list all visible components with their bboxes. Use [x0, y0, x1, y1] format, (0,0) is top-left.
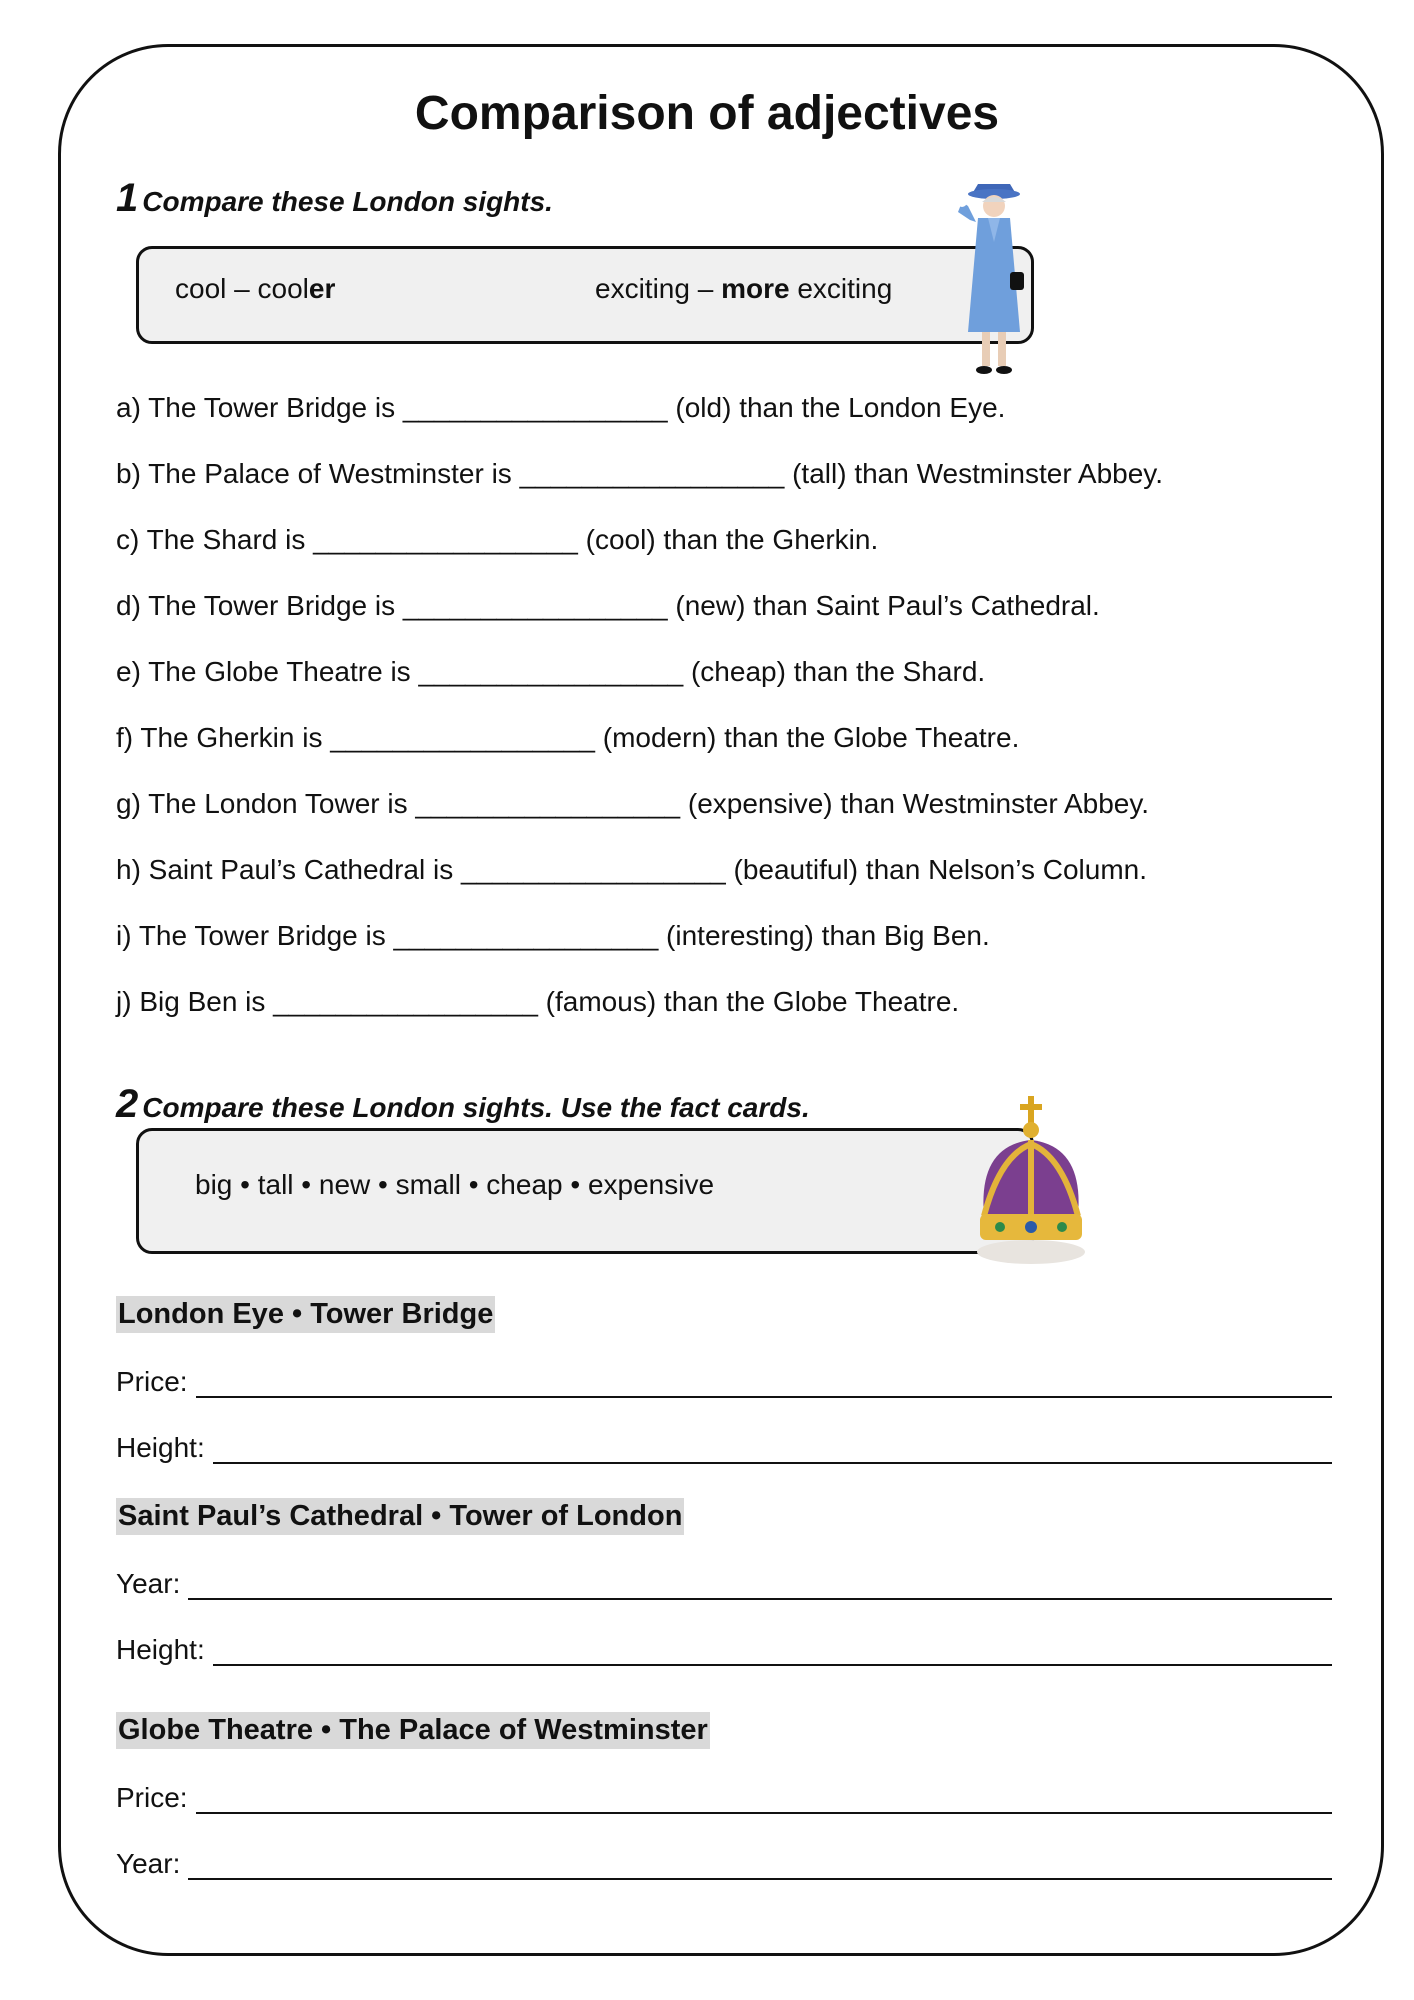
answer-line[interactable] — [196, 1370, 1332, 1398]
item-text-start: f) The Gherkin is — [116, 722, 331, 753]
answer-blank[interactable]: _________________ — [393, 920, 659, 951]
answer-row — [116, 1432, 1332, 1464]
item-text-end: (interesting) than Big Ben. — [658, 920, 990, 951]
crown-illustration — [970, 1096, 1092, 1272]
example-long-adjective: exciting — [789, 273, 893, 304]
answer-blank[interactable]: _________________ — [402, 590, 668, 621]
word-box — [136, 1128, 1034, 1254]
answer-row — [116, 1848, 1332, 1880]
exercise-1-instruction: Compare these London sights. — [142, 186, 553, 217]
exercise-1-item — [116, 392, 1005, 424]
item-text-start: h) Saint Paul’s Cathedral is — [116, 854, 461, 885]
answer-line[interactable] — [188, 1852, 1332, 1880]
exercise-1-item — [116, 458, 1163, 490]
example-regular-base: cool – cool — [175, 273, 309, 304]
fact-card-title: London Eye • Tower Bridge — [116, 1296, 495, 1333]
item-text-start: b) The Palace of Westminster is — [116, 458, 520, 489]
queen-illustration — [948, 172, 1040, 376]
answer-row — [116, 1782, 1332, 1814]
answer-blank[interactable]: _________________ — [415, 788, 681, 819]
answer-line[interactable] — [213, 1436, 1332, 1464]
item-text-start: c) The Shard is — [116, 524, 314, 555]
answer-label: Price: — [116, 1366, 188, 1397]
example-regular-suffix: er — [308, 273, 336, 304]
exercise-1-heading — [116, 176, 553, 221]
example-long-base: exciting – — [595, 273, 722, 304]
exercise-1-item — [116, 854, 1147, 886]
answer-label: Height: — [116, 1432, 205, 1463]
item-text-end: (new) than Saint Paul’s Cathedral. — [667, 590, 1100, 621]
page-title: Comparison of adjectives — [414, 87, 1000, 140]
fact-card-title: Globe Theatre • The Palace of Westminster — [116, 1712, 710, 1749]
answer-blank[interactable]: _________________ — [313, 524, 578, 555]
example-long — [595, 273, 892, 305]
exercise-1-item — [116, 590, 1100, 622]
item-text-start: i) The Tower Bridge is — [116, 920, 394, 951]
item-text-end: (old) than the London Eye. — [667, 392, 1006, 423]
exercise-1-number: 1 — [116, 176, 139, 220]
answer-label: Year: — [116, 1568, 181, 1599]
answer-label: Height: — [116, 1634, 205, 1665]
exercise-1-item — [116, 722, 1019, 754]
item-text-end: (modern) than the Globe Theatre. — [594, 722, 1020, 753]
example-long-more: more — [721, 273, 790, 304]
example-box — [136, 246, 1034, 344]
answer-line[interactable] — [188, 1572, 1332, 1600]
item-text-end: (cheap) than the Shard. — [683, 656, 986, 687]
item-text-end: (beautiful) than Nelson’s Column. — [725, 854, 1147, 885]
item-text-start: j) Big Ben is — [116, 986, 274, 1017]
answer-line[interactable] — [213, 1638, 1332, 1666]
example-regular — [175, 273, 335, 305]
answer-blank[interactable]: _________________ — [519, 458, 785, 489]
item-text-end: (tall) than Westminster Abbey. — [784, 458, 1163, 489]
exercise-2-heading — [116, 1082, 810, 1127]
item-text-start: e) The Globe Theatre is — [116, 656, 419, 687]
exercise-1-item — [116, 656, 985, 688]
exercise-1-item — [116, 920, 990, 952]
item-text-start: a) The Tower Bridge is — [116, 392, 403, 423]
item-text-end: (expensive) than Westminster Abbey. — [680, 788, 1150, 819]
item-text-start: g) The London Tower is — [116, 788, 416, 819]
answer-blank[interactable]: _________________ — [402, 392, 668, 423]
answer-row — [116, 1366, 1332, 1398]
answer-row — [116, 1568, 1332, 1600]
word-list: big • tall • new • small • cheap • expensive — [195, 1169, 715, 1200]
answer-blank[interactable]: _________________ — [461, 854, 726, 885]
item-text-start: d) The Tower Bridge is — [116, 590, 403, 621]
item-text-end: (famous) than the Globe Theatre. — [537, 986, 960, 1017]
answer-blank[interactable]: _________________ — [330, 722, 595, 753]
exercise-2-instruction: Compare these London sights. Use the fact cards. — [142, 1092, 810, 1123]
exercise-1-item — [116, 788, 1149, 820]
answer-row — [116, 1634, 1332, 1666]
answer-blank[interactable]: _________________ — [418, 656, 684, 687]
exercise-1-item — [116, 986, 959, 1018]
exercise-2-number: 2 — [116, 1082, 139, 1126]
item-text-end: (cool) than the Gherkin. — [577, 524, 879, 555]
answer-blank[interactable]: _________________ — [273, 986, 538, 1017]
answer-label: Year: — [116, 1848, 181, 1879]
fact-card-title: Saint Paul’s Cathedral • Tower of London — [116, 1498, 684, 1535]
answer-line[interactable] — [196, 1786, 1332, 1814]
answer-label: Price: — [116, 1782, 188, 1813]
exercise-1-item — [116, 524, 878, 556]
